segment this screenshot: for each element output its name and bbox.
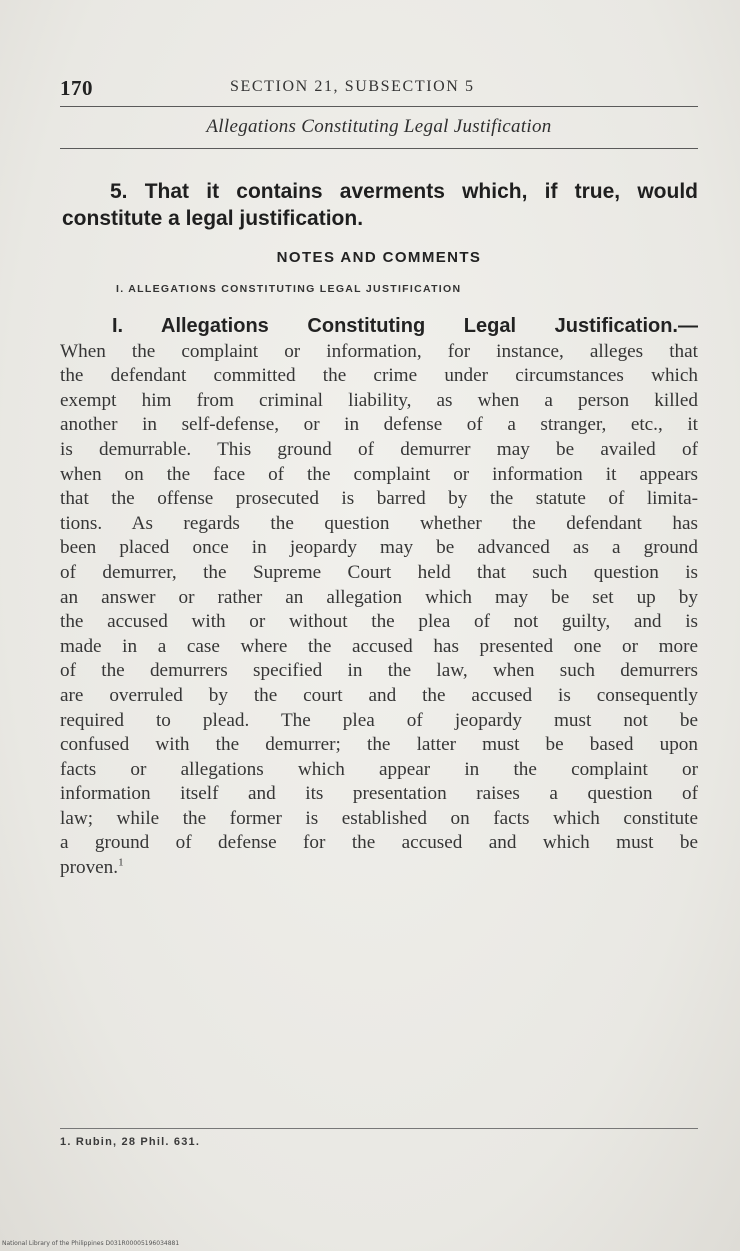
body-line: an answer or rather an allegation which may be set up by [60,586,698,608]
paragraph-lead-line [60,314,698,340]
body-line: is demurrable. This ground of demurrer may be availed of [60,438,698,460]
body-line: are overruled by the court and the accused is consequently [60,684,698,706]
body-last-word: proven. [60,857,119,879]
body-line: made in a case where the accused has presented one or more [60,635,698,657]
paragraph-lead: I. Allegations Constituting Legal Justification.— [112,315,698,337]
body-line: that the offense prosecuted is barred by the statute of limita- [60,488,698,510]
body-line: the accused with or without the plea of not guilty, and is [60,611,698,633]
body-last-line [60,856,698,881]
notes-toc-item: I. ALLEGATIONS CONSTITUTING LEGAL JUSTIFICATION [116,283,462,295]
body-line: confused with the demurrer; the latter must be based upon [60,734,698,756]
header-rule-top [60,106,698,107]
footnote: 1. Rubin, 28 Phil. 631. [60,1136,201,1148]
body-line: law; while the former is established on facts which constitute [60,807,698,829]
section-subhead: Allegations Constituting Legal Justification [206,116,552,137]
body-line: another in self-defense, or in defense of a stranger, etc., it [60,414,698,436]
body-line: exempt him from criminal liability, as when a person killed [60,389,698,411]
notes-heading: NOTES AND COMMENTS [276,249,482,266]
body-line: required to plead. The plea of jeopardy must not be [60,709,698,731]
body-line: a ground of defense for the accused and which must be [60,832,698,854]
body-line: of demurrer, the Supreme Court held that such question is [60,561,698,583]
body-paragraph [60,314,698,881]
body-line: tions. As regards the question whether the defendant has [60,512,698,534]
body-line: When the complaint or information, for instance, alleges that [60,340,698,362]
ground-statement: 5. That it contains averments which, if true, would constitute a legal justification. [62,180,698,230]
page-header [60,76,698,102]
body-line: information itself and its presentation raises a question of [60,783,698,805]
running-head: SECTION 21, SUBSECTION 5 [230,78,475,95]
source-credit: National Library of the Philippines D031R00005196034881 [2,1240,180,1247]
footnote-reference: 1 [118,856,124,869]
footnote-rule [60,1128,698,1129]
body-line: when on the face of the complaint or information it appears [60,463,698,485]
page-number: 170 [60,76,93,100]
body-line: of the demurrers specified in the law, when such demurrers [60,660,698,682]
body-line: been placed once in jeopardy may be advanced as a ground [60,537,698,559]
body-line: the defendant committed the crime under circumstances which [60,365,698,387]
header-rule-bottom [60,148,698,149]
body-line: facts or allegations which appear in the complaint or [60,758,698,780]
